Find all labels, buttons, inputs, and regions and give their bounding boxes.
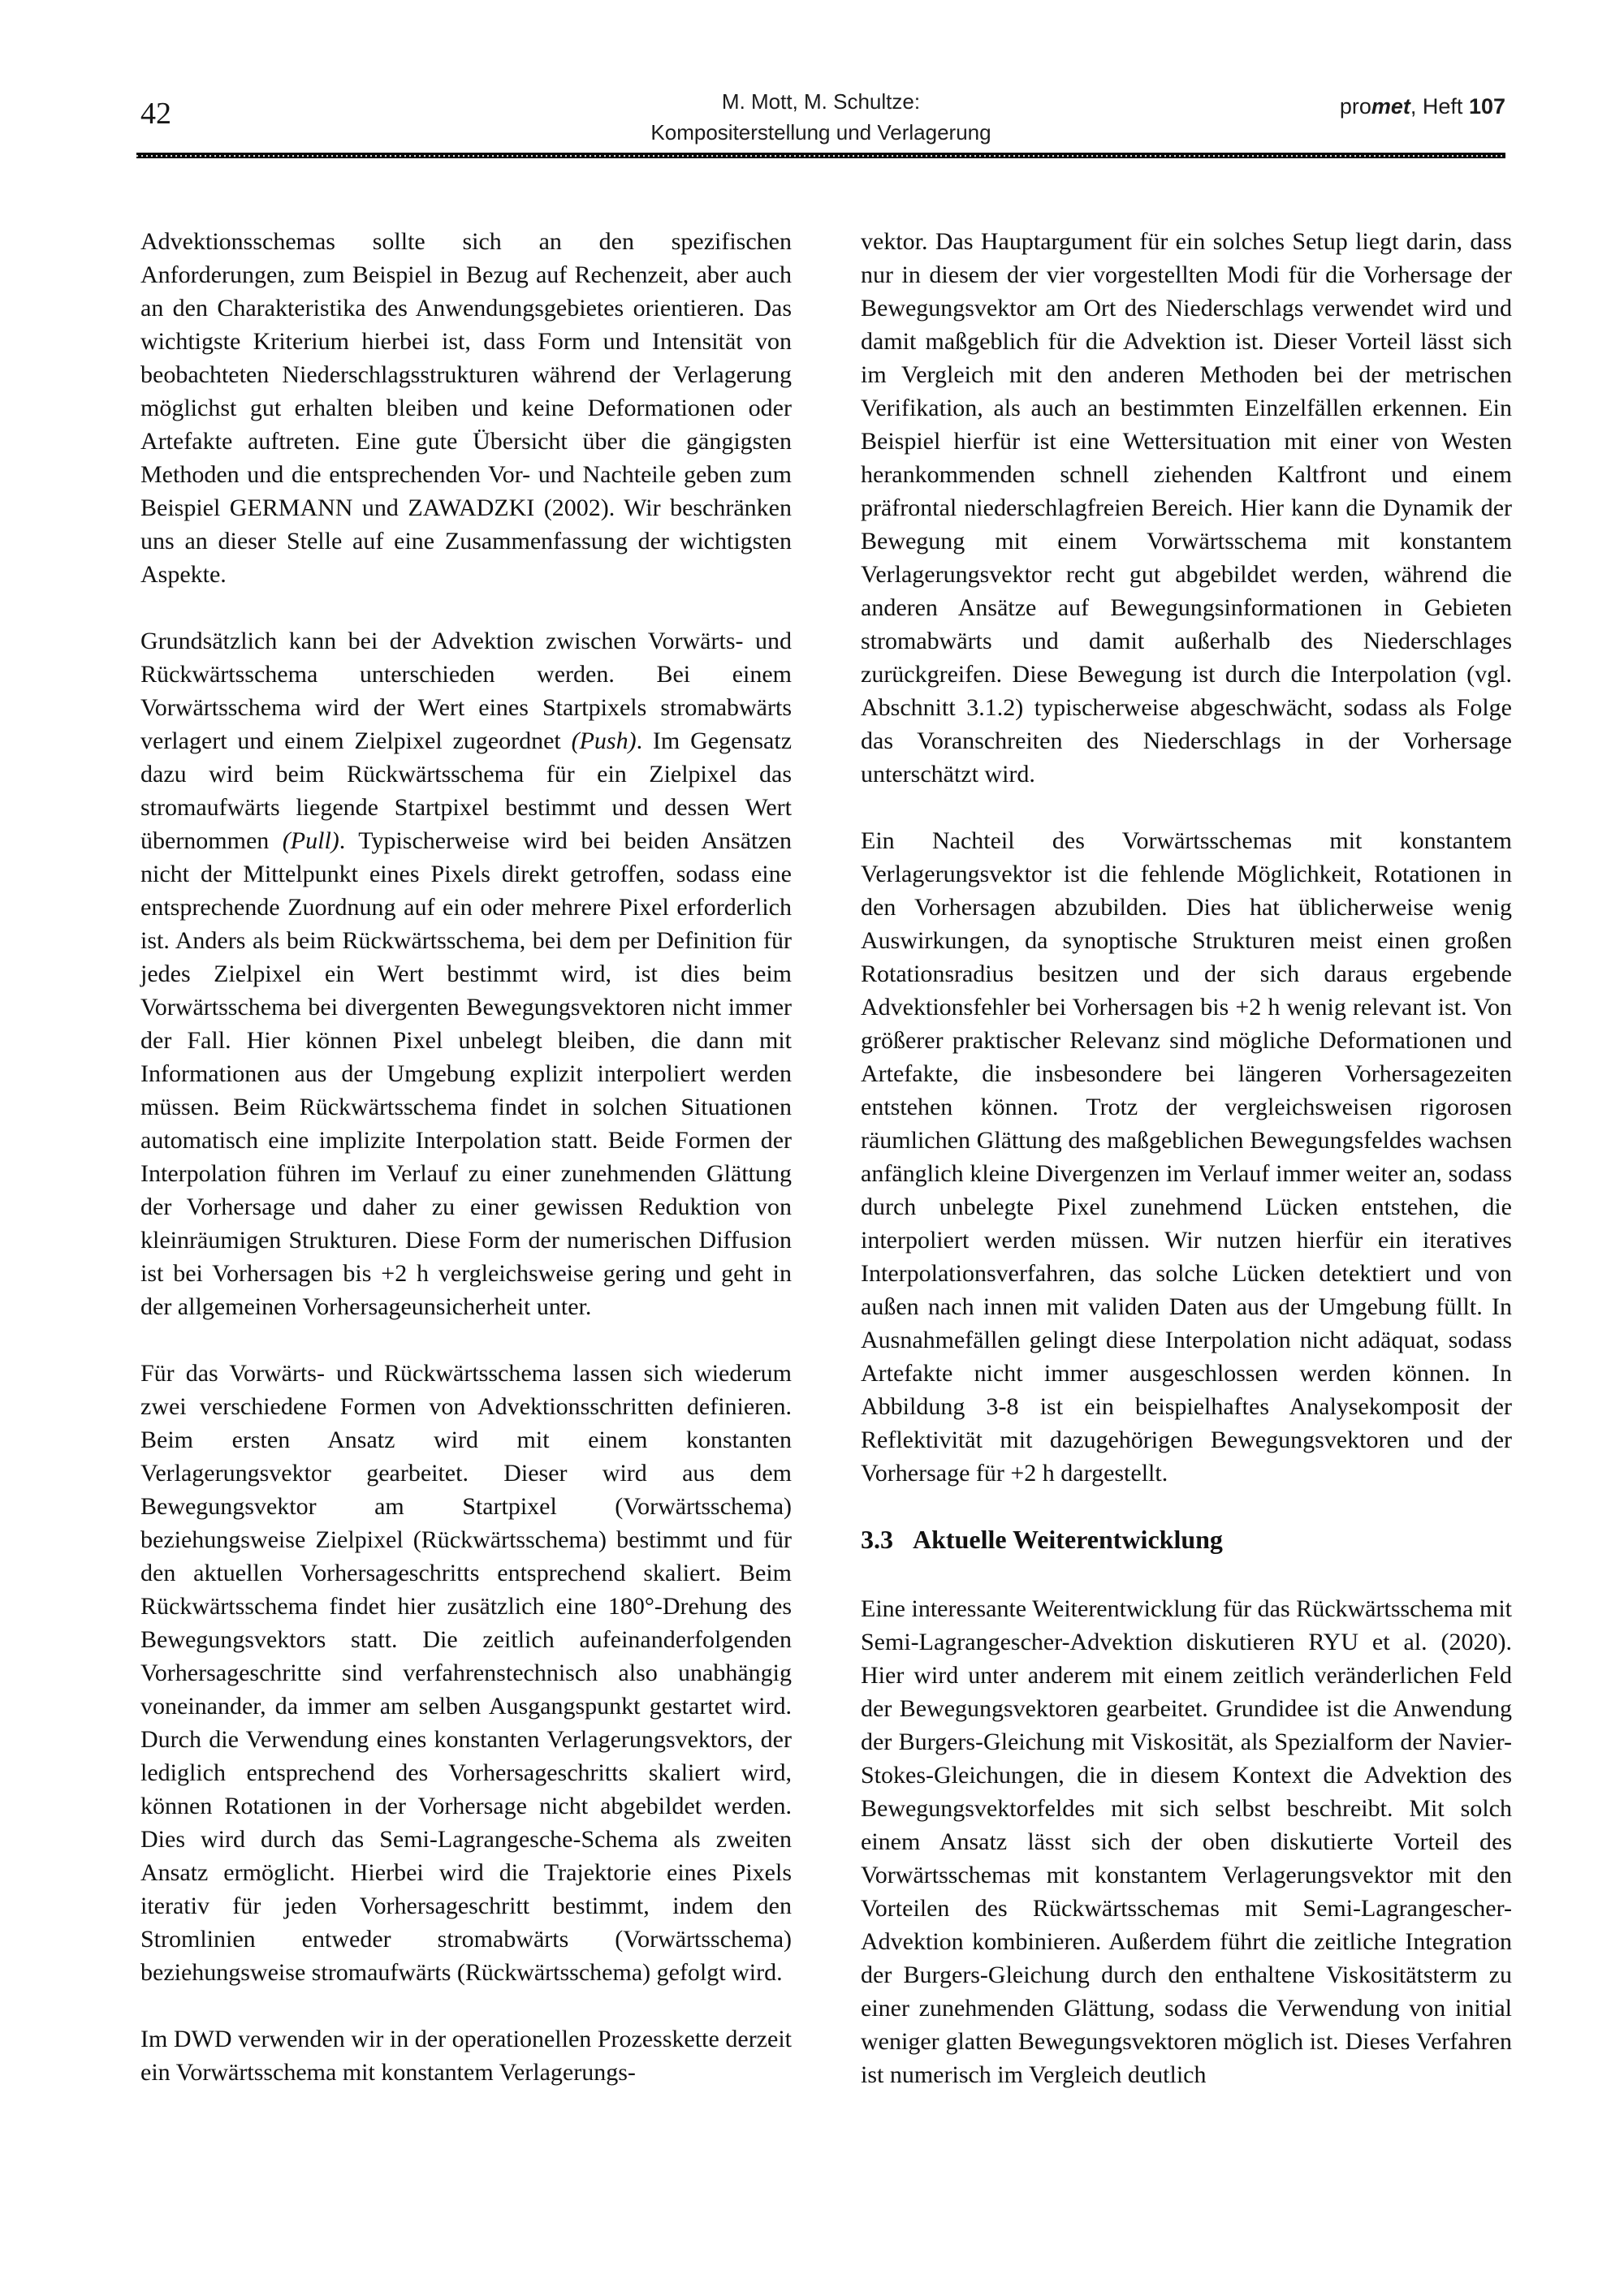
header-rule — [136, 153, 1505, 158]
text-run: . Typischerweise wird bei beiden Ansätzen nicht der Mittelpunkt eines Pixels direkt getroffen, sodass eine entsprechende Zuordnung auf ein oder mehrere Pixel erforderlich ist. Anders als beim Rückwärtsschema, bei dem per Definition für jedes Zielpixel ein Wert bestimmt wird, ist dies beim Vorwärtsschema bei divergenten Bewegungsvektoren nicht immer der Fall. Hier können Pixel unbelegt bleiben, die dann mit Informationen aus der Umgebung explizit interpoliert werden müssen. Beim Rückwärtsschema findet in solchen Situationen automatisch eine implizite Interpolation statt. Beide Formen der Interpolation führen im Verlauf zu einer zunehmenden Glättung der Vorhersage und daher zu einer gewissen Reduktion von kleinräumigen Strukturen. Diese Form der numerischen Diffusion ist bei Vorhersagen bis +2 h vergleichsweise gering und geht in der allgemeinen Vorhersageunsicherheit unter. — [140, 827, 792, 1320]
right-column — [861, 225, 1512, 2091]
text-run: Advektionsschemas sollte sich an den spezifischen Anforderungen, zum Beispiel in Bezug auf Rechenzeit, aber auch an den Charakteristika des Anwendungsgebietes orientieren. Das wichtigste Kriterium hierbei ist, dass Form und Intensität von beobachteten Niederschlagsstrukturen während der Verlagerung möglichst gut erhalten bleiben und keine Deformationen oder Artefakte auftreten. Eine gute Übersicht über die gängigsten Methoden und die entsprechenden Vor- und Nachteile geben zum Beispiel GERMANN und ZAWADZKI (2002). Wir beschränken uns an dieser Stelle auf eine Zusammenfassung der wichtigsten Aspekte. — [140, 228, 792, 588]
text-run: Ein Nachteil des Vorwärtsschemas mit konstantem Verlagerungsvektor ist die fehlende Möglichkeit, Rotationen in den Vorhersagen abzubilden. Dies hat üblicherweise wenig Auswirkungen, da synoptische Strukturen meist einen großen Rotationsradius besitzen und der sich daraus ergebende Advektionsfehler bei Vorhersagen bis +2 h wenig relevant ist. Von größerer praktischer Relevanz sind mögliche Deformationen und Artefakte, die insbesondere bei längeren Vorhersagezeiten entstehen können. Trotz der vergleichsweisen rigorosen räumlichen Glättung des maßgeblichen Bewegungsfeldes wachsen anfänglich kleine Divergenzen im Verlauf immer weiter an, sodass durch unbelegte Pixel zunehmend Lücken entstehen, die interpoliert werden müssen. Wir nutzen hierfür ein iteratives Interpolationsverfahren, das solche Lücken detektiert und von außen nach innen mit validen Daten aus der Umgebung füllt. In Ausnahmefällen gelingt diese Interpolation nicht adäquat, sodass Artefakte nicht immer ausgeschlossen werden können. In Abbildung 3-8 ist ein beispielhaftes Analysekomposit der Reflektivität mit dazugehörigen Bewegungsvektoren und der Vorhersage für +2 h dargestellt. — [861, 827, 1512, 1487]
page-number: 42 — [140, 97, 171, 131]
left-column — [140, 225, 792, 2089]
emphasized-text: (Pull) — [282, 827, 339, 854]
body-paragraph — [140, 225, 792, 591]
body-paragraph — [861, 1592, 1512, 2091]
journal-issue-sep: , Heft — [1410, 94, 1469, 119]
body-paragraph — [140, 1357, 792, 1989]
text-run: . Im Gegensatz dazu wird beim Rückwärtsschema für ein Zielpixel das stromaufwärts liegende Startpixel bestimmt und dessen Wert übernommen — [140, 727, 793, 854]
text-run: vektor. Das Hauptargument für ein solches Setup liegt darin, dass nur in diesem der vier vorgestellten Modi für die Vorhersage der Bewegungsvektor am Ort des Niederschlags verwendet wird und damit maßgeblich für die Advektion ist. Dieser Vorteil lässt sich im Vergleich mit den anderen Methoden bei der metrischen Verifikation, als auch an bestimmten Einzelfällen erkennen. Ein Beispiel hierfür ist eine Wettersituation mit einer von Westen herankommenden schnell ziehenden Kaltfront und einem präfrontal niederschlagfreien Bereich. Hier kann die Dynamik der Bewegung mit einem Vorwärtsschema mit konstantem Verlagerungsvektor recht gut abgebildet werden, während die anderen Ansätze auf Bewegungsinformationen in Gebieten stromabwärts und damit außerhalb des Niederschlages zurückgreifen. Diese Bewegung ist durch die Interpolation (vgl. Abschnitt 3.1.2) typischerweise abgeschwächt, sodass als Folge das Voranschreiten des Niederschlags in der Vorhersage unterschätzt wird. — [861, 228, 1512, 788]
section-number: 3.3 — [861, 1525, 893, 1554]
body-paragraph — [861, 824, 1512, 1490]
section-heading — [861, 1523, 1512, 1556]
journal-name-brand: met — [1371, 94, 1410, 119]
running-header-right — [1340, 94, 1505, 119]
body-paragraph — [140, 2022, 792, 2089]
section-title: Aktuelle Weiterentwicklung — [913, 1525, 1223, 1554]
journal-issue-number: 107 — [1468, 94, 1505, 119]
text-run: Im DWD verwenden wir in der operationellen Prozesskette derzeit ein Vorwärtsschema mit konstantem Verlagerungs- — [140, 2026, 792, 2086]
text-run: Eine interessante Weiterentwicklung für das Rückwärtsschema mit Semi-Lagrangescher-Advektion diskutieren RYU et al. (2020). Hier wird unter anderem mit einem zeitlich veränderlichen Feld der Bewegungsvektoren gearbeitet. Grundidee ist die Anwendung der Burgers-Gleichung mit Viskosität, als Spezialform der Navier-Stokes-Gleichungen, die in diesem Kontext die Advektion des Bewegungsvektorfeldes mit sich selbst beschreibt. Mit solch einem Ansatz lässt sich der oben diskutierte Vorteil des Vorwärtsschemas mit konstantem Verlagerungsvektor mit den Vorteilen des Rückwärtsschemas mit Semi-Lagrangescher-Advektion kombinieren. Außerdem führt die zeitliche Integration der Burgers-Gleichung durch den enthaltene Viskositätsterm zu einer zunehmenden Glättung, sodass die Verwendung von initial weniger glatten Bewegungsvektoren möglich ist. Dieses Verfahren ist numerisch im Vergleich deutlich — [861, 1595, 1512, 2088]
text-run: Grundsätzlich kann bei der Advektion zwischen Vorwärts- und Rückwärtsschema unterschieden werden. Bei einem Vorwärtsschema wird der Wert eines Startpixels stromabwärts verlagert und einem Zielpixel zugeordnet — [140, 628, 792, 754]
running-header-center — [136, 86, 1505, 148]
header-article-title: Kompositerstellung und Verlagerung — [650, 120, 991, 145]
body-paragraph — [861, 225, 1512, 791]
header-authors: M. Mott, M. Schultze: — [721, 89, 921, 114]
text-run: Für das Vorwärts- und Rückwärtsschema lassen sich wiederum zwei verschiedene Formen von Advektionsschritten definieren. Beim ersten Ansatz wird mit einem konstanten Verlagerungsvektor gearbeitet. Dieser wird aus dem Bewegungsvektor am Startpixel (Vorwärtsschema) beziehungsweise Zielpixel (Rückwärtsschema) bestimmt und für den aktuellen Vorhersageschritts entsprechend skaliert. Beim Rückwärtsschema findet hier zusätzlich eine 180°-Drehung des Bewegungsvektors statt. Die zeitlich aufeinanderfolgenden Vorhersageschritte sind verfahrenstechnisch also unabhängig voneinander, da immer am selben Ausgangspunkt gestartet wird. Durch die Verwendung eines konstanten Verlagerungsvektors, der lediglich entsprechend des Vorhersageschritts skaliert wird, können Rotationen in der Vorhersage nicht abgebildet werden. Dies wird durch das Semi-Lagrangesche-Schema als zweiten Ansatz ermöglicht. Hierbei wird die Trajektorie eines Pixels iterativ für jeden Vorhersageschritt bestimmt, indem den Stromlinien entweder stromabwärts (Vorwärtsschema) beziehungsweise stromaufwärts (Rückwärtsschema) gefolgt wird. — [140, 1360, 792, 1986]
journal-name-pre: pro — [1339, 94, 1371, 119]
emphasized-text: (Push) — [571, 727, 637, 754]
body-paragraph — [140, 624, 792, 1323]
